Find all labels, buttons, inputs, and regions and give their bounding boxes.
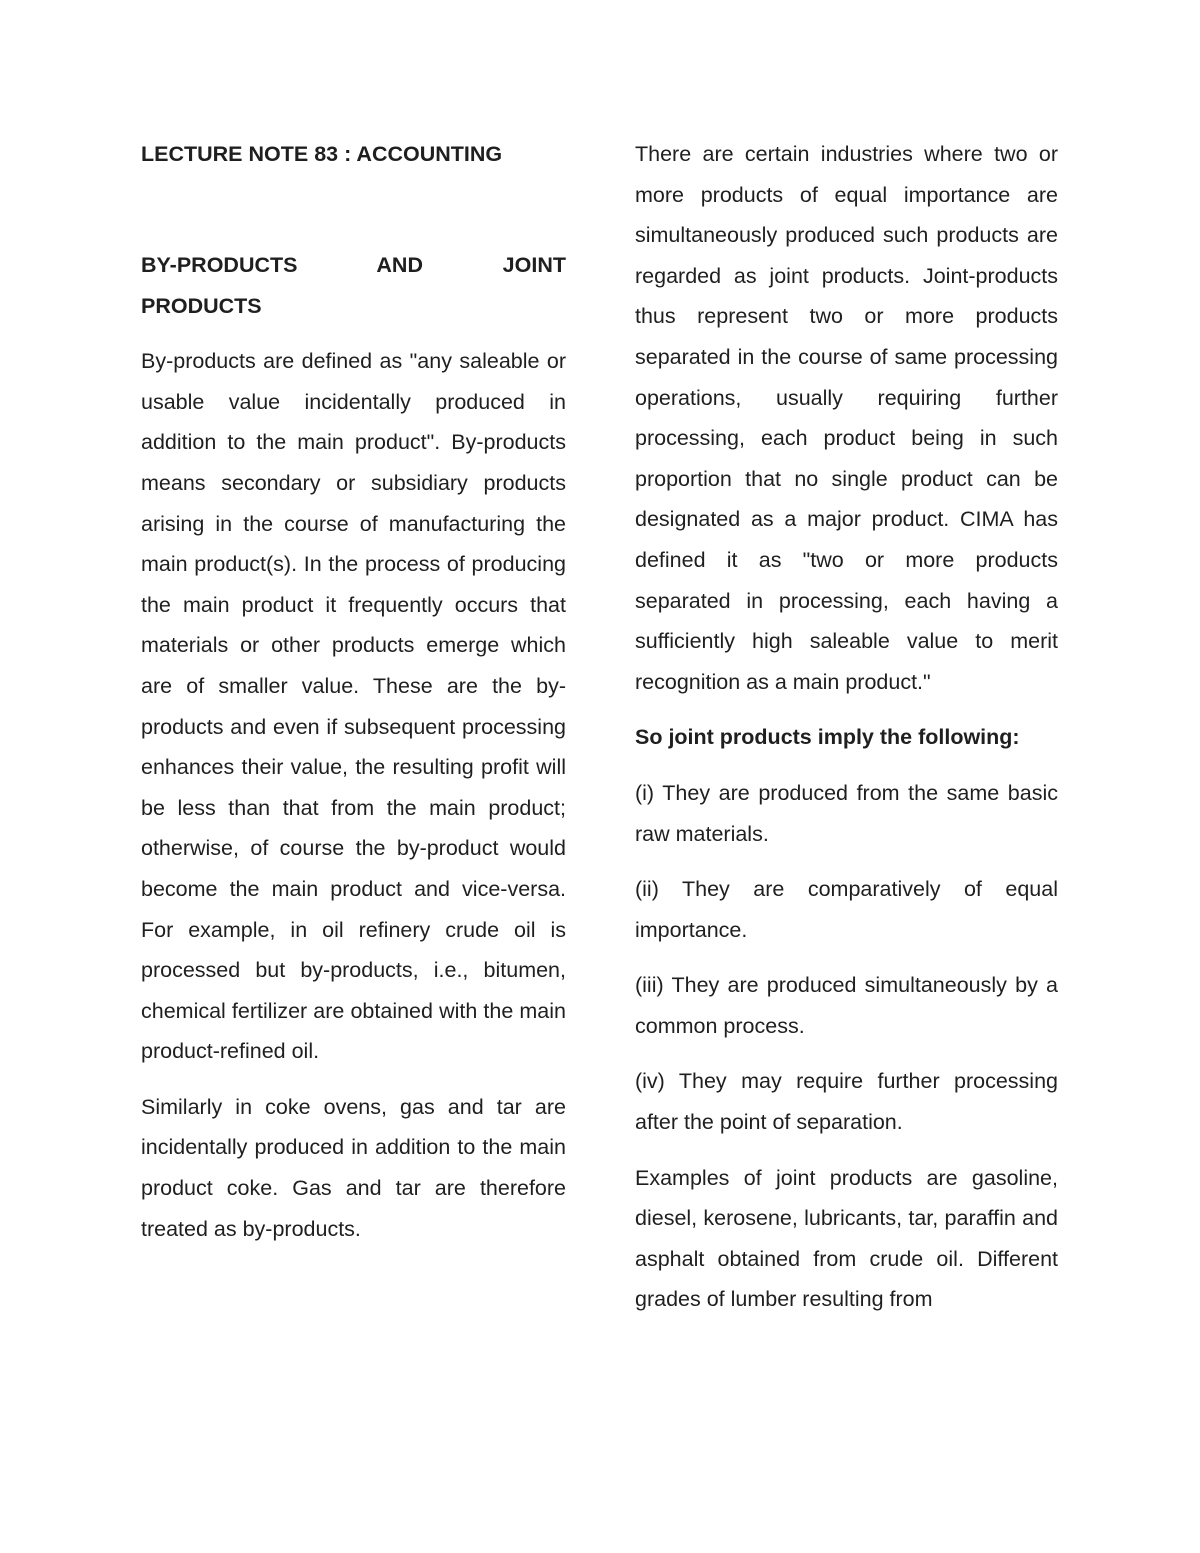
right-column: [635, 134, 1058, 1335]
title-spacer: [141, 175, 566, 245]
list-item: (ii) They are comparatively of equal importance.: [635, 877, 1058, 942]
document-title: LECTURE NOTE 83 : ACCOUNTING: [141, 142, 503, 166]
left-column: [141, 134, 566, 1264]
list-item: (i) They are produced from the same basic raw materials.: [635, 780, 1058, 846]
list-item: (iii) They are produced simultaneously by a common process.: [635, 973, 1058, 1038]
section-heading-line-1: BY-PRODUCTS AND JOINT: [141, 253, 566, 277]
joint-products-subheading: So joint products imply the following:: [635, 725, 1020, 750]
list-item: (iv) They may require further processing after the point of separation.: [635, 1069, 1058, 1135]
joint-products-paragraph: There are certain industries where two or more products of equal importance are simultaneously produced such products are regarded as joint products. Joint-products thus represent two or more products separated in the course of same processing operations, usually requiring further processing, each product being in such proportion that no single product can be designated as a major product. CIMA has defined it as "two or more products separated in processing, each having a sufficiently high saleable value to merit recognition as a main product.": [635, 142, 1058, 694]
coke-ovens-paragraph: Similarly in coke ovens, gas and tar are incidentally produced in addition to the main product coke. Gas and tar are therefore treated as by-products.: [141, 1094, 566, 1241]
byproducts-paragraph: By-products are defined as "any saleable or usable value incidentally produced in addition to the main product". By-products means secondary or subsidiary products arising in the course of manufacturing the main product(s). In the process of producing the main product it frequently occurs that materials or other products emerge which are of smaller value. These are the by-products and even if subsequent processing enhances their value, the resulting profit will be less than that from the main product; otherwise, of course the by-product would become the main product and vice-versa. For example, in oil refinery crude oil is processed but by-products, i.e., bitumen, chemical fertilizer are obtained with the main product-refined oil.: [141, 349, 566, 1064]
examples-paragraph: Examples of joint products are gasoline, diesel, kerosene, lubricants, tar, paraffin and asphalt obtained from crude oil. Different grades of lumber resulting from: [635, 1165, 1058, 1312]
section-heading-line-2: PRODUCTS: [141, 293, 262, 318]
section-heading: [141, 245, 566, 326]
